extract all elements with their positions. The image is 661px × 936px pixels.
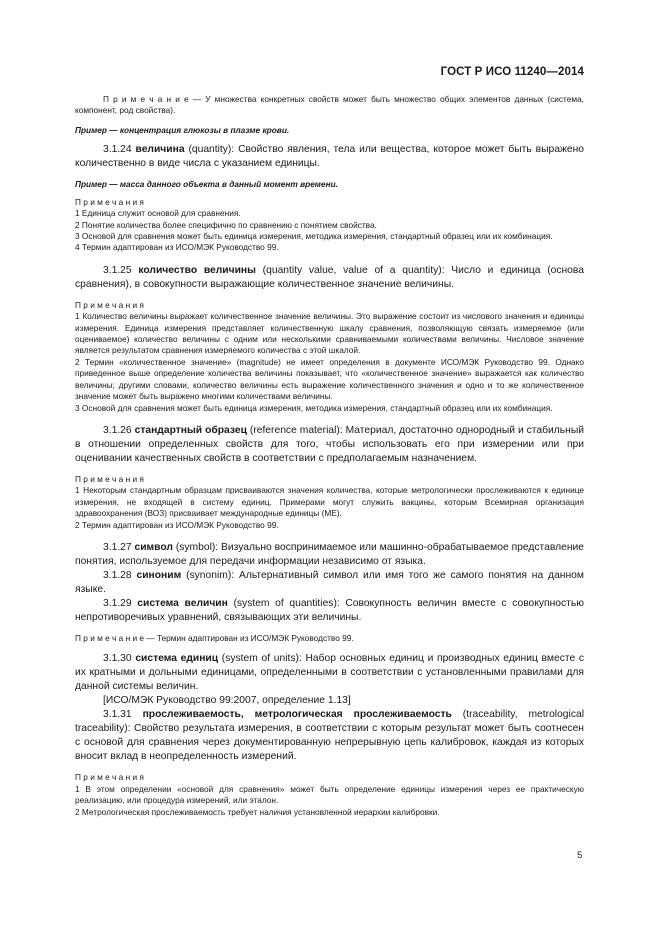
- term-number: 3.1.30: [103, 653, 136, 665]
- term-title: система величин: [137, 597, 228, 609]
- note-paragraph: [75, 633, 584, 644]
- term-number: 3.1.27: [103, 541, 135, 553]
- term-definition: (synonim): Альтернативный символ или имя того же самого понятия на данном языке.: [75, 569, 584, 595]
- term-definition: (traceability, metrological traceability): Свойство результата измерения, в соответствии с которым результат может быть соотнесен с основой для сравнения через документированную непрерывную цепь калибровок, каждая из которых вносит вклад в неопределенность измерений.: [75, 709, 584, 763]
- note-item: 3 Основой для сравнения может быть единица измерения, методика измерения, стандартный образец или их комбинация.: [75, 231, 553, 242]
- page-number: 5: [577, 850, 583, 861]
- term-title: синоним: [136, 569, 182, 581]
- note-text: — У множества конкретных свойств может быть множество общих элементов данных (система, компонент, род свойства).: [75, 94, 584, 116]
- term-number: 3.1.28: [103, 569, 137, 581]
- term-3-1-26: [75, 424, 584, 466]
- note-label: П р и м е ч а н и е: [103, 94, 189, 104]
- note-item: 2 Понятие количества более специфично по сравнению с понятием свойства.: [75, 219, 377, 230]
- term-definition: (quantity value, value of a quantity): Число и единица (основа сравнения), в совокупности выражающие количественное значение величины.: [75, 264, 584, 290]
- term-3-1-28: [75, 569, 584, 597]
- note-label: П р и м е ч а н и е: [75, 632, 145, 643]
- term-number: 3.1.24: [103, 143, 136, 155]
- notes-label: П р и м е ч а н и я: [75, 299, 144, 310]
- term-reference: [ИСО/МЭК Руководство 99:2007, определение 1.13]: [103, 695, 351, 707]
- term-definition: (reference material): Материал, достаточно однородный и стабильный в отношении определенных свойств для того, чтобы использовать его при измерении или при оценивании качественных свойств в соответствии с предполагаемым назначением.: [75, 424, 584, 464]
- example-text: Пример — масса данного объекта в данный момент времени.: [75, 178, 338, 189]
- term-definition: (system of units): Набор основных единиц и производных единиц вместе с их кратными и дольными единицами, определенными в соответствии с установленными правилами для данной системы величин.: [75, 653, 584, 693]
- note-item: 1 Некоторым стандартным образцам присваиваются значения количества, которые метрологически прослеживаются к единице измерения, не входящей в систему единиц. Примерами могут служить вакцины, которым Всемирная организация здравоохранения (ВОЗ) присваивает международные единицы (МЕ).: [75, 485, 584, 519]
- notes-label: П р и м е ч а н и я: [75, 196, 144, 207]
- term-number: 3.1.26: [103, 424, 135, 436]
- term-title: величина: [135, 143, 185, 155]
- note-item: 3 Основой для сравнения может быть единица измерения, методика измерения, стандартный образец или их комбинация.: [75, 402, 553, 413]
- example: [75, 125, 584, 135]
- note-item: 1 Количество величины выражает количественное значение величины. Это выражение состоит из числового значения и единицы измерения. Единица измерения представляет количественную шкалу сравнения, позволяющую связать измеряемое (или оцениваемое) количество величины с одним или несколькими сравниваемыми количествами величины. Числовое значение является результатом сравнения измеряемого количества с этой шкалой.: [75, 311, 584, 356]
- note-paragraph: [75, 94, 584, 117]
- term-definition: (symbol): Визуально воспринимаемое или машинно-обрабатываемое представление понятия, используемое для передачи информации независимо от языка.: [75, 541, 584, 567]
- note-item: 2 Термин адаптирован из ИСО/МЭК Руководство 99.: [75, 519, 279, 530]
- term-number: 3.1.29: [103, 597, 138, 609]
- note-item: 2 Метрологическая прослеживаемость требует наличия установленной иерархии калибровки.: [75, 806, 440, 817]
- term-title: стандартный образец: [134, 424, 247, 436]
- note-item: 4 Термин адаптирован из ИСО/МЭК Руководство 99.: [75, 242, 279, 253]
- term-3-1-25: [75, 264, 584, 292]
- note-item: 1 В этом определении «основой для сравнения» может быть определение единицы измерения через ее практическую реализацию, или процедура измерений, или эталон.: [75, 783, 584, 806]
- example-text: Пример — концентрация глюкозы в плазме крови.: [75, 124, 290, 135]
- term-3-1-27: [75, 541, 584, 569]
- term-definition: (quantity): Свойство явления, тела или вещества, которое может быть выражено количественно в виде числа с указанием единицы.: [75, 143, 584, 169]
- term-3-1-29: [75, 597, 584, 625]
- term-definition: (system of quantities): Совокупность величин вместе с совокупностью непротиворечивых уравнений, связывающих эти величины.: [75, 597, 584, 623]
- note-text: — Термин адаптирован из ИСО/МЭК Руководство 99.: [144, 632, 354, 643]
- term-title: количество величины: [138, 264, 256, 276]
- term-number: 3.1.25: [103, 264, 139, 276]
- note-item: 1 Единица служит основой для сравнения.: [75, 208, 241, 219]
- term-number: 3.1.31: [103, 709, 143, 721]
- example: [75, 179, 584, 189]
- document-body: [75, 94, 584, 818]
- term-title: символ: [134, 541, 173, 553]
- term-3-1-30: [75, 652, 584, 694]
- term-title: прослеживаемость, метрологическая прослеживаемость: [142, 709, 452, 721]
- note-item: 2 Термин «количественное значение» (magnitude) не имеет определения в документе ИСО/МЭК Руководство 99. Однако приведенное выше определение количества величины показывает, что «количественное значение» выражается как количество величины; другими словами, количество величины есть выражение количественного значения и одно и то же количественное значение может быть выражено многими количествами величины.: [75, 356, 584, 402]
- document-header: ГОСТ Р ИСО 11240—2014: [440, 66, 584, 78]
- term-3-1-31: [75, 708, 584, 764]
- term-title: система единиц: [135, 653, 219, 665]
- notes-label: П р и м е ч а н и я: [75, 473, 144, 484]
- term-3-1-24: [75, 143, 584, 171]
- notes-label: П р и м е ч а н и я: [75, 772, 144, 783]
